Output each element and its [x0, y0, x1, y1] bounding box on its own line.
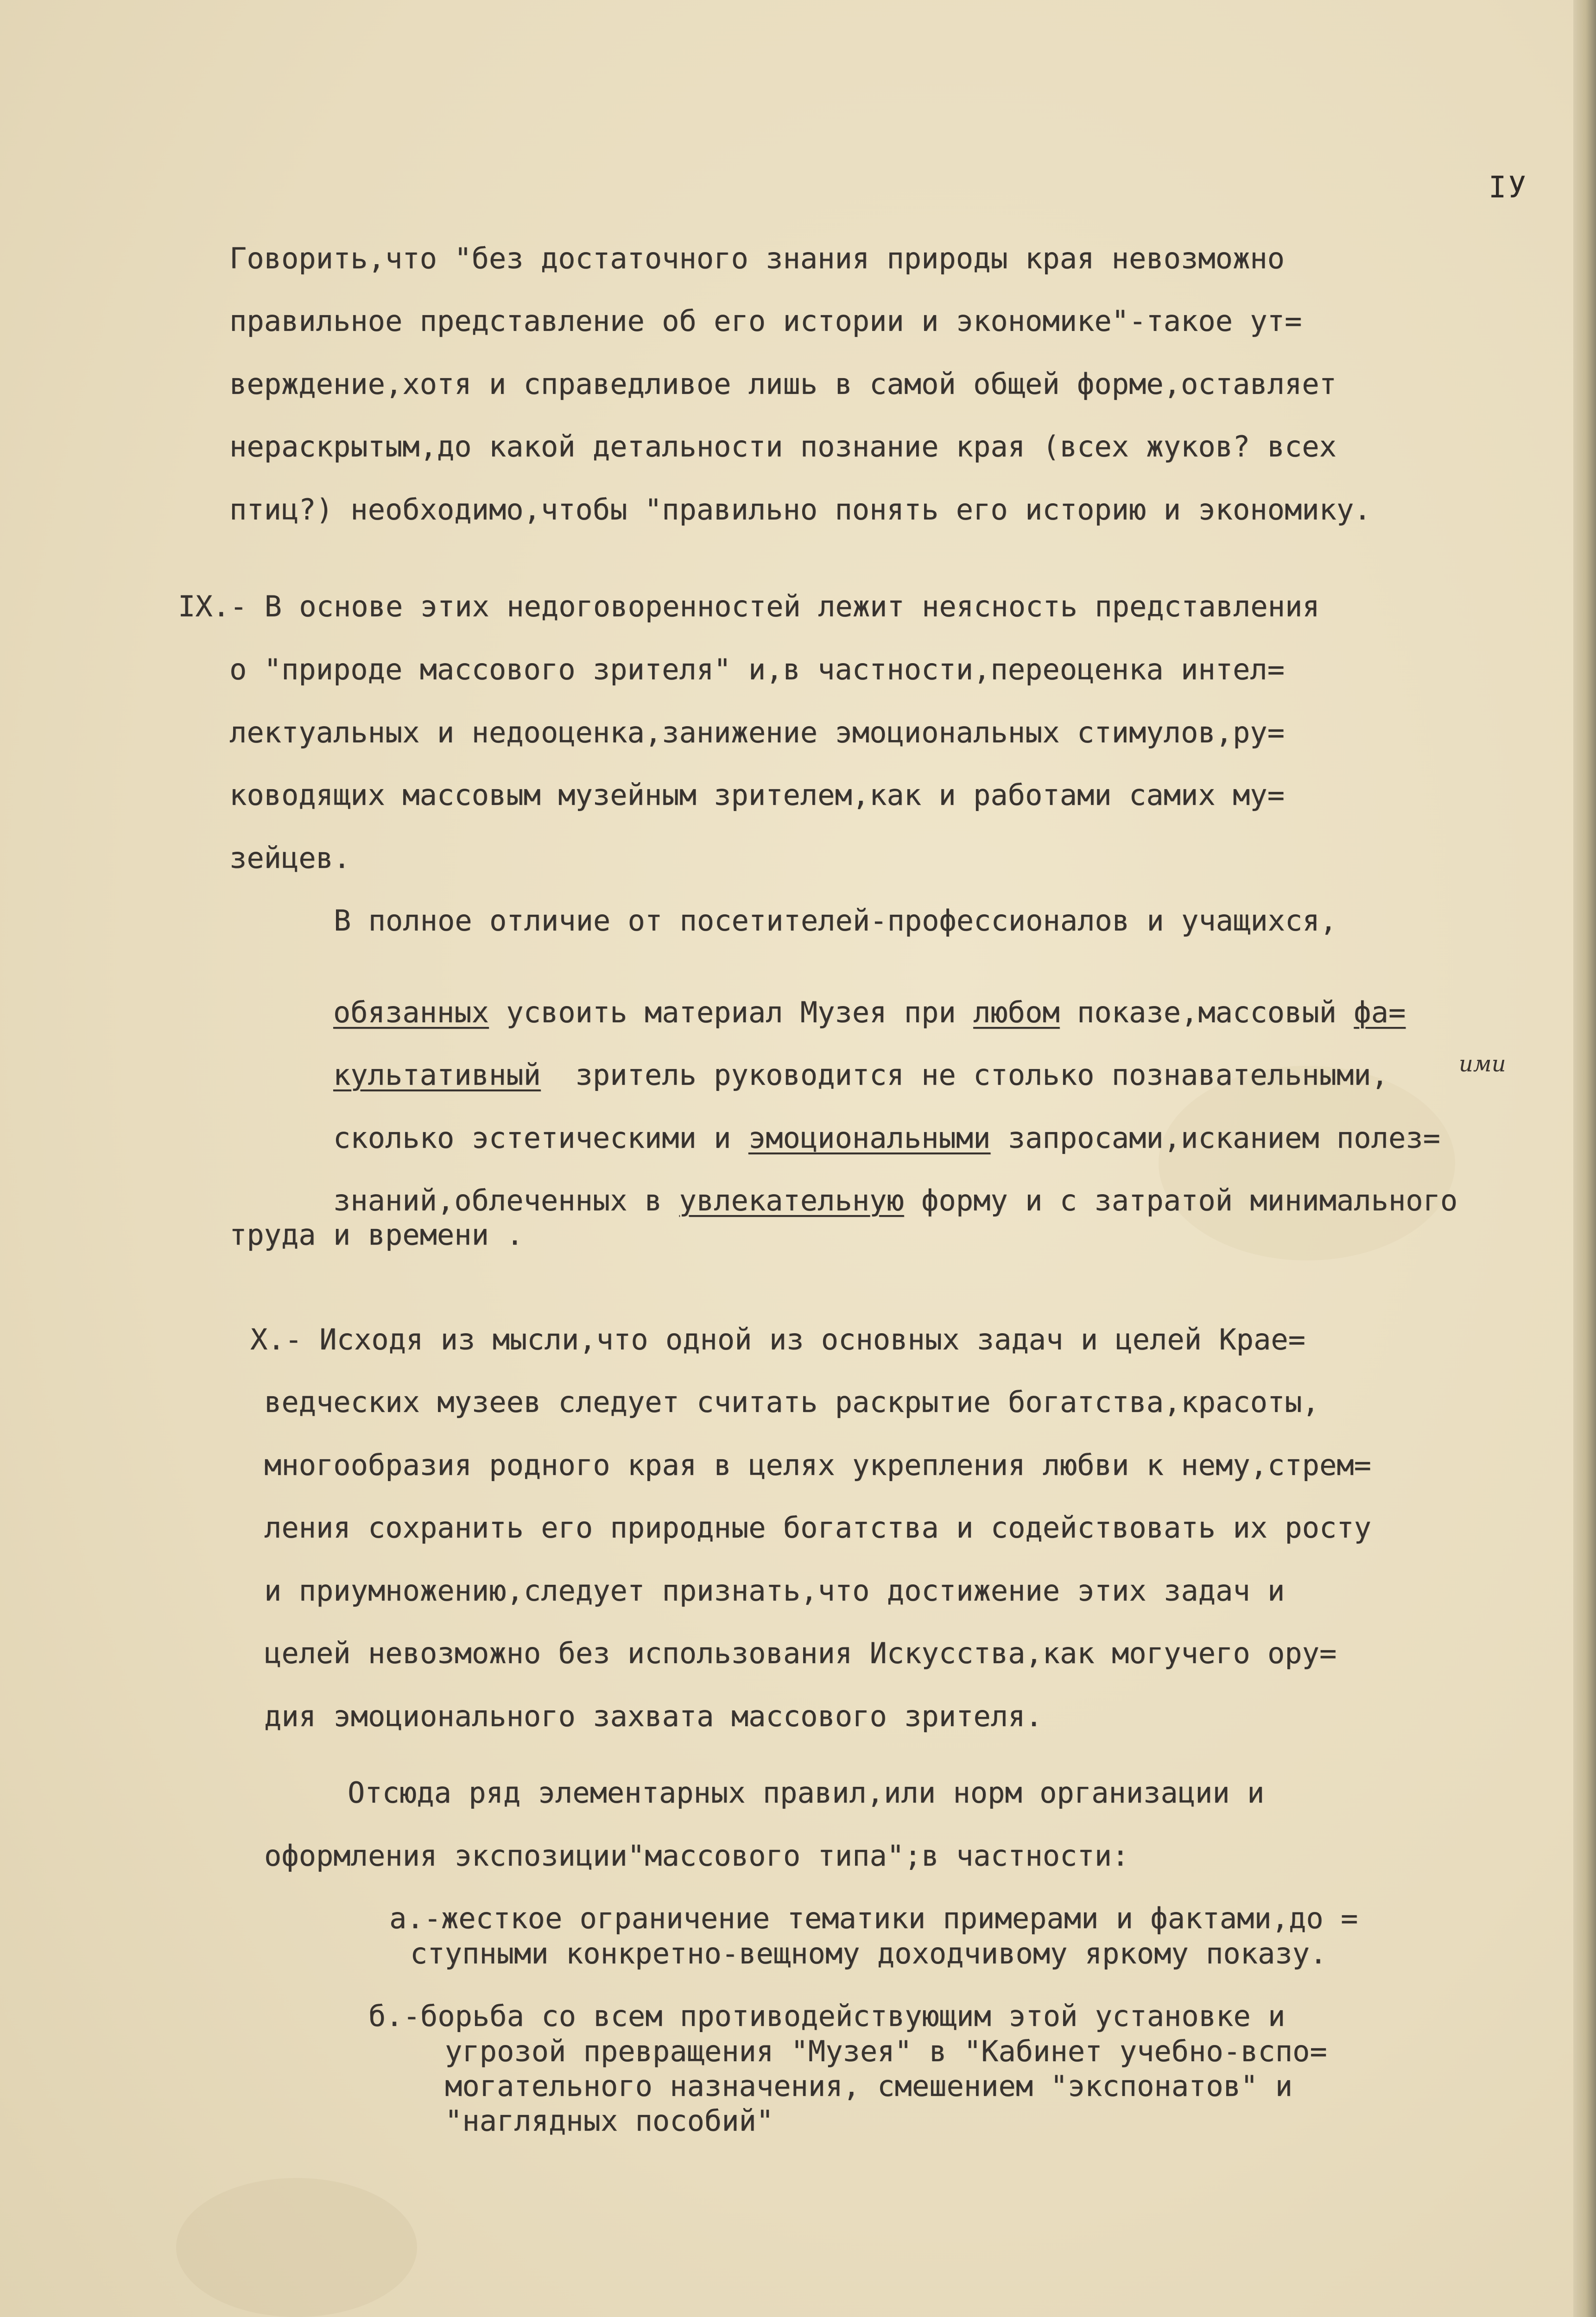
text-line: нераскрытым,до какой детальности познание края (всех жуков? всех — [229, 430, 1336, 463]
underlined-word: увлекательную — [679, 1184, 904, 1217]
text-line: лектуальных и недооценка,занижение эмоциональных стимулов,ру= — [229, 715, 1285, 749]
text-line: угрозой превращения "Музея" в "Кабинет учебно-вспо= — [445, 2034, 1327, 2068]
text-line: ководящих массовым музейным зрителем,как и работами самих му= — [229, 778, 1285, 812]
text-line: многообразия родного края в целях укрепления любви к нему,стрем= — [264, 1448, 1371, 1482]
text-line: о "природе массового зрителя" и,в частности,переоценка интел= — [229, 652, 1285, 686]
text-line: зейцев. — [229, 841, 351, 875]
text-line: Говорить,что "без достаточного знания природы края невозможно — [229, 241, 1285, 275]
text-line: "наглядных пособий" — [445, 2104, 774, 2138]
text-line: Отсюда ряд элементарных правил,или норм организации и — [348, 1776, 1265, 1810]
text-span: запросами,исканием полез= — [990, 1121, 1440, 1155]
text-line: дия эмоционального захвата массового зрителя. — [264, 1699, 1043, 1733]
text-span: знаний,облеченных в — [333, 1184, 679, 1217]
text-line: ступными конкретно-вещному доходчивому яркому показу. — [410, 1937, 1327, 1970]
text-span: сколько эстетическими и — [333, 1121, 748, 1155]
underlined-word: обязанных — [333, 995, 489, 1029]
underlined-word: эмоциональными — [748, 1121, 991, 1155]
underlined-word: культативный — [333, 1058, 541, 1092]
text-line: правильное представление об его истории и экономике"-такое ут= — [229, 304, 1302, 338]
underlined-word: любом — [973, 995, 1060, 1029]
text-line: птиц?) необходимо,чтобы "правильно понять его историю и экономику. — [229, 493, 1371, 526]
underlined-word: фа= — [1354, 995, 1406, 1029]
handwritten-insertion: ими — [1459, 1051, 1506, 1077]
text-line: ведческих музеев следует считать раскрытие богатства,красоты, — [264, 1385, 1319, 1419]
next-page-edge — [1573, 0, 1596, 2317]
page-number: IУ — [1488, 171, 1528, 205]
text-span: форму и с затратой минимального — [904, 1184, 1458, 1217]
text-line: ления сохранить его природные богатства и содействовать их росту — [264, 1511, 1371, 1545]
text-line: а.-жесткое ограничение тематики примерами и фактами,до = — [389, 1901, 1358, 1935]
text-line: оформления экспозиции"массового типа";в частности: — [264, 1839, 1129, 1873]
text-line: верждение,хотя и справедливое лишь в самой общей форме,оставляет — [229, 367, 1336, 401]
text-line: IX.- В основе этих недоговоренностей лежит неясность представления — [178, 589, 1320, 623]
text-line: могательного назначения, смешением "экспонатов" и — [445, 2069, 1293, 2103]
text-line: труда и времени . — [229, 1218, 524, 1252]
text-line: X.- Исходя из мысли,что одной из основных задач и целей Крае= — [250, 1323, 1305, 1356]
text-span: зритель руководится не столько познавательными, — [540, 1058, 1388, 1092]
text-line: и приумножению,следует признать,что достижение этих задач и — [264, 1574, 1285, 1608]
text-span: показе,массовый — [1059, 995, 1354, 1029]
text-span: усвоить материал Музея при — [488, 995, 974, 1029]
text-line: б.-борьба со всем противодействующим этой установке и — [368, 1999, 1286, 2033]
text-line: целей невозможно без использования Искусства,как могучего ору= — [264, 1636, 1337, 1670]
text-line: В полное отличие от посетителей-профессионалов и учащихся, — [334, 904, 1337, 937]
